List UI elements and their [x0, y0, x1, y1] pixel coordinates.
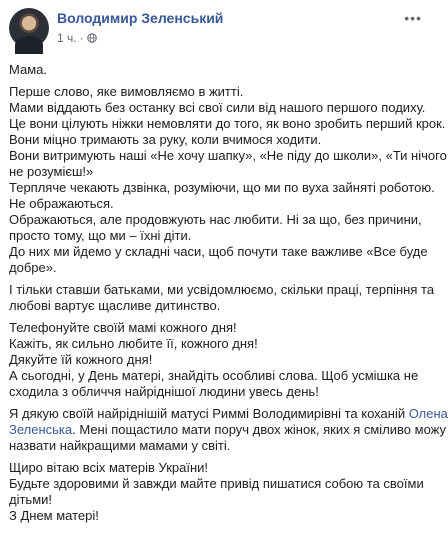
post-text-line: не розумієш!»: [9, 164, 94, 179]
post-paragraph: [9, 62, 432, 78]
post-subline: [57, 31, 223, 45]
mention-link[interactable]: Олена: [408, 406, 448, 421]
post-text: . Мені пощастило мати поруч двох жінок, яких я сміливо можу: [72, 422, 447, 437]
post-text-line: любові вартує щасливе дитинство.: [9, 298, 221, 313]
post-text-line: [9, 422, 447, 438]
post-text-line: Дякуйте їй кожного дня!: [9, 352, 153, 367]
globe-icon[interactable]: [87, 33, 97, 43]
post-timestamp[interactable]: 1 ч.: [57, 31, 77, 45]
author-avatar[interactable]: [9, 8, 49, 48]
post-text-line: Це вони цілують ніжки немовляти до того, як воно зробить перший крок.: [9, 116, 446, 131]
post-body: [9, 62, 448, 524]
post-text-line: Щиро вітаю всіх матерів України!: [9, 460, 209, 475]
post-text-line: Вони міцно тримають за руку, коли вчимося ходити.: [9, 132, 322, 147]
post-text-line: Ображаються, але продовжують нас любити. Ні за що, без причини,: [9, 212, 422, 227]
post-text-line: дітьми!: [9, 492, 53, 507]
post-text-line: Терпляче чекають дзвінка, розуміючи, що ми по вуха зайняті роботою.: [9, 180, 435, 195]
post-text-line: [9, 406, 448, 422]
post-text: Я дякую своїй найріднішій матусі Риммі Володимирівні та коханій: [9, 406, 409, 421]
post-text-line: З Днем матері!: [9, 508, 99, 523]
post-paragraph: [9, 406, 448, 454]
post-paragraph: [9, 460, 432, 524]
separator-dot: ·: [79, 31, 84, 45]
post-text-line: Перше слово, яке вимовляємо в житті.: [9, 84, 244, 99]
post-text-line: назвати найкращими мамами у світі.: [9, 438, 231, 453]
post-header: [9, 8, 432, 46]
post-text-line: сходила з обличчя найріднішої людини увесь день!: [9, 384, 319, 399]
post-text-line: Телефонуйте своїй мамі кожного дня!: [9, 320, 237, 335]
more-options-icon[interactable]: •••: [404, 10, 422, 26]
author-name[interactable]: Володимир Зеленський: [57, 10, 224, 26]
post-text-line: До них ми йдемо у складні часи, щоб почути таке важливе «Все буде: [9, 244, 428, 259]
post-meta: [57, 8, 223, 45]
post-paragraph: [9, 84, 447, 276]
post-text-line: Кажіть, як сильно любите її, кожного дня!: [9, 336, 258, 351]
post-paragraph: [9, 320, 432, 400]
author-line: [57, 10, 223, 27]
post-text-line: Будьте здоровими й завжди майте привід пишатися собою та своїми: [9, 476, 424, 491]
post-text-line: Мама.: [9, 62, 47, 77]
post-text-line: А сьогодні, у День матері, знайдіть особливі слова. Щоб усмішка не: [9, 368, 419, 383]
post-text-line: Не ображаються.: [9, 196, 114, 211]
post-paragraph: [9, 282, 435, 314]
post-text-line: просто тому, що ми – їхні діти.: [9, 228, 192, 243]
post-text-line: добре».: [9, 260, 57, 275]
post-text-line: Вони витримують наші «Не хочу шапку», «Не піду до школи», «Ти нічого: [9, 148, 447, 163]
post-text-line: І тільки ставши батьками, ми усвідомлюємо, скільки праці, терпіння та: [9, 282, 435, 297]
mention-link[interactable]: Зеленська: [9, 422, 73, 437]
post-text-line: Мами віддають без останку всі свої сили від нашого першого подиху.: [9, 100, 426, 115]
